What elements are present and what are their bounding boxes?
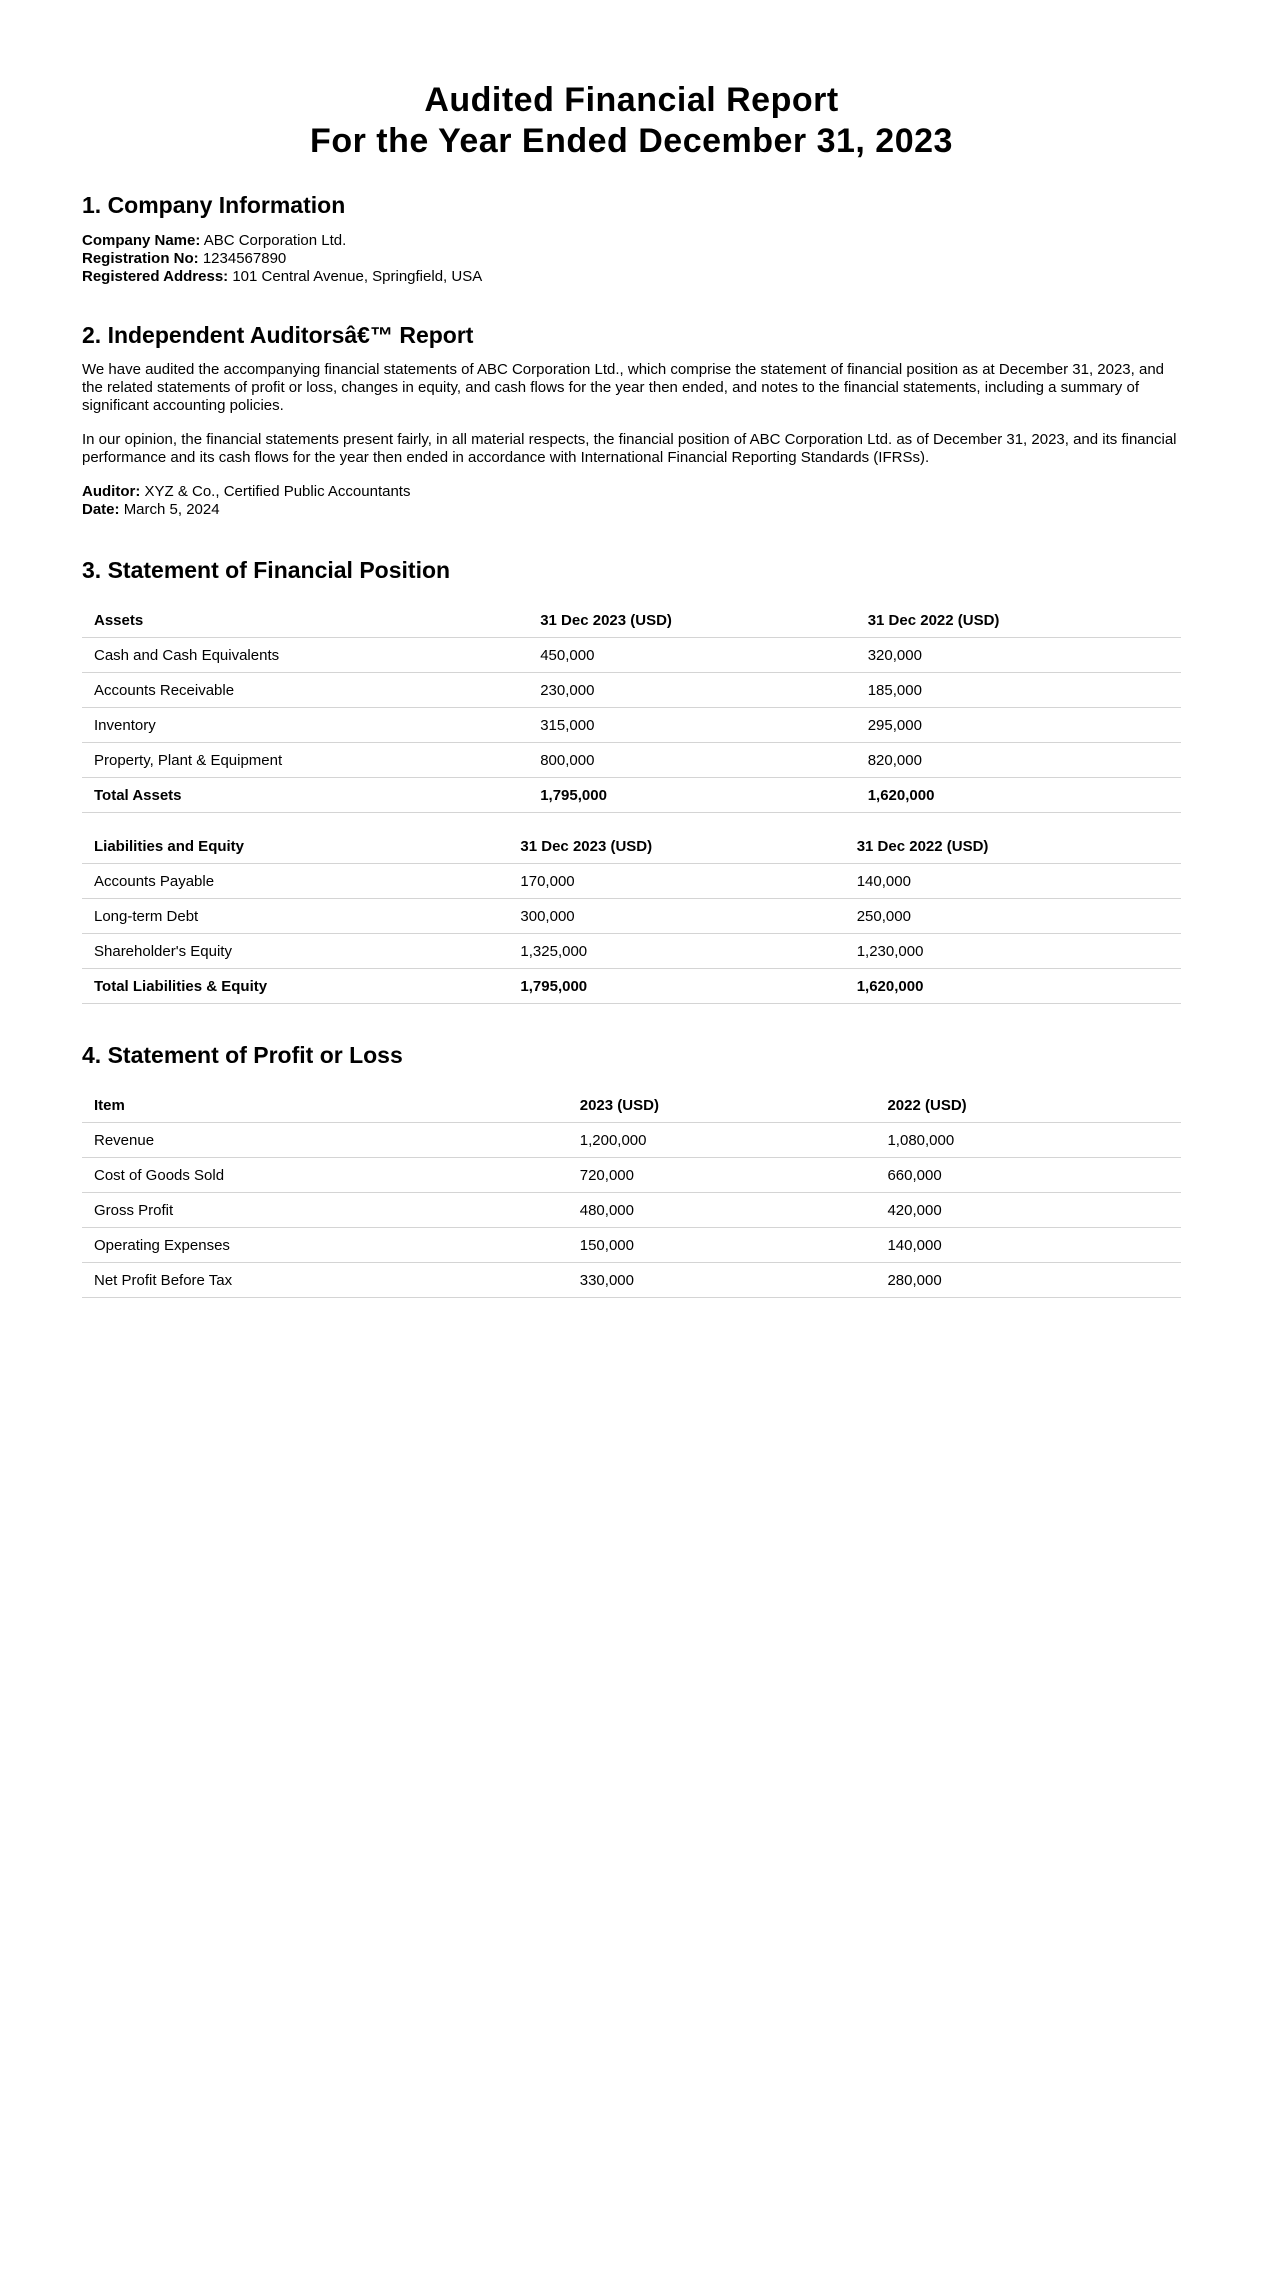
- company-name-value: ABC Corporation Ltd.: [203, 232, 347, 249]
- table-cell: Cost of Goods Sold: [82, 1158, 568, 1193]
- column-header: Assets: [82, 603, 528, 638]
- report-date-line: [82, 501, 1181, 519]
- table-cell: 820,000: [856, 743, 1181, 778]
- table-cell: 280,000: [875, 1263, 1181, 1298]
- company-information-section: [82, 191, 1181, 286]
- table-header-row: [82, 1088, 1181, 1123]
- table-cell: 150,000: [568, 1228, 876, 1263]
- table-cell: Property, Plant & Equipment: [82, 743, 528, 778]
- table-cell: 140,000: [845, 864, 1181, 899]
- table-cell: 185,000: [856, 673, 1181, 708]
- table-cell: 720,000: [568, 1158, 876, 1193]
- total-cell: 1,795,000: [508, 969, 844, 1004]
- table-cell: 1,325,000: [508, 934, 844, 969]
- table-cell: 1,080,000: [875, 1123, 1181, 1158]
- auditor-report-section: [82, 321, 1181, 519]
- registered-address-line: [82, 268, 1181, 286]
- report-title-line-1: Audited Financial Report: [424, 81, 839, 119]
- financial-position-heading: 3. Statement of Financial Position: [82, 557, 451, 583]
- table-row: [82, 1193, 1181, 1228]
- profit-loss-table: [82, 1088, 1181, 1298]
- table-cell: 320,000: [856, 638, 1181, 673]
- report-date-label: Date:: [82, 501, 120, 518]
- financial-position-section: [82, 556, 1181, 1004]
- table-cell: Inventory: [82, 708, 528, 743]
- total-label: Total Assets: [82, 778, 528, 813]
- table-cell: Accounts Receivable: [82, 673, 528, 708]
- liabilities-equity-table: [82, 829, 1181, 1004]
- auditor-opinion-paragraph: In our opinion, the financial statements present fairly, in all material respects, the financial position of ABC Corporation Ltd. as of December 31, 2023, and its financial performance and its cash flows for the year then ended in accordance with International Financial Reporting Standards (IFRSs).: [82, 431, 1177, 466]
- table-cell: 170,000: [508, 864, 844, 899]
- table-cell: Shareholder's Equity: [82, 934, 508, 969]
- profit-loss-section: [82, 1041, 1181, 1298]
- table-row: [82, 1158, 1181, 1193]
- profit-loss-heading: 4. Statement of Profit or Loss: [82, 1042, 403, 1068]
- table-row: [82, 638, 1181, 673]
- total-row: [82, 778, 1181, 813]
- assets-table: [82, 603, 1181, 813]
- column-header: Item: [82, 1088, 568, 1123]
- table-cell: Long-term Debt: [82, 899, 508, 934]
- column-header: Liabilities and Equity: [82, 829, 508, 864]
- auditor-value: XYZ & Co., Certified Public Accountants: [144, 483, 411, 500]
- table-cell: 295,000: [856, 708, 1181, 743]
- total-label: Total Liabilities & Equity: [82, 969, 508, 1004]
- auditor-signature-block: [82, 483, 1181, 519]
- table-row: [82, 864, 1181, 899]
- column-header: 31 Dec 2023 (USD): [508, 829, 844, 864]
- table-cell: 330,000: [568, 1263, 876, 1298]
- table-cell: 450,000: [528, 638, 856, 673]
- table-cell: 1,200,000: [568, 1123, 876, 1158]
- table-cell: 660,000: [875, 1158, 1181, 1193]
- table-cell: 420,000: [875, 1193, 1181, 1228]
- total-cell: 1,620,000: [845, 969, 1181, 1004]
- company-name-line: [82, 232, 1181, 250]
- table-cell: Accounts Payable: [82, 864, 508, 899]
- table-cell: 1,230,000: [845, 934, 1181, 969]
- total-row: [82, 969, 1181, 1004]
- report-title: [82, 80, 1181, 162]
- table-cell: 230,000: [528, 673, 856, 708]
- registration-number-line: [82, 250, 1181, 268]
- table-cell: Net Profit Before Tax: [82, 1263, 568, 1298]
- table-cell: 315,000: [528, 708, 856, 743]
- table-cell: Revenue: [82, 1123, 568, 1158]
- table-row: [82, 743, 1181, 778]
- table-header-row: [82, 603, 1181, 638]
- company-name-label: Company Name:: [82, 232, 201, 249]
- column-header: 31 Dec 2023 (USD): [528, 603, 856, 638]
- registration-number-value: 1234567890: [202, 250, 287, 267]
- company-information-heading: 1. Company Information: [82, 192, 346, 218]
- table-header-row: [82, 829, 1181, 864]
- table-cell: Gross Profit: [82, 1193, 568, 1228]
- registered-address-value: 101 Central Avenue, Springfield, USA: [232, 268, 483, 285]
- table-cell: 140,000: [875, 1228, 1181, 1263]
- total-cell: 1,620,000: [856, 778, 1181, 813]
- table-row: [82, 1263, 1181, 1298]
- table-row: [82, 934, 1181, 969]
- report-title-line-2: For the Year Ended December 31, 2023: [310, 122, 953, 160]
- table-cell: 300,000: [508, 899, 844, 934]
- report-date-value: March 5, 2024: [123, 501, 220, 518]
- auditor-line: [82, 483, 1181, 501]
- table-row: [82, 673, 1181, 708]
- registration-number-label: Registration No:: [82, 250, 199, 267]
- table-cell: 480,000: [568, 1193, 876, 1228]
- table-cell: Operating Expenses: [82, 1228, 568, 1263]
- auditor-scope-paragraph: We have audited the accompanying financial statements of ABC Corporation Ltd., which comprise the statement of financial position as at December 31, 2023, and the related statements of profit or loss, changes in equity, and cash flows for the year then ended, and notes to the financial statements, including a summary of significant accounting policies.: [82, 361, 1165, 414]
- table-row: [82, 1123, 1181, 1158]
- table-row: [82, 899, 1181, 934]
- column-header: 2023 (USD): [568, 1088, 876, 1123]
- auditor-label: Auditor:: [82, 483, 141, 500]
- table-cell: Cash and Cash Equivalents: [82, 638, 528, 673]
- total-cell: 1,795,000: [528, 778, 856, 813]
- table-row: [82, 708, 1181, 743]
- column-header: 31 Dec 2022 (USD): [845, 829, 1181, 864]
- company-details: [82, 232, 1181, 286]
- registered-address-label: Registered Address:: [82, 268, 229, 285]
- column-header: 31 Dec 2022 (USD): [856, 603, 1181, 638]
- auditor-report-heading: 2. Independent Auditorsâ€™ Report: [82, 322, 474, 348]
- column-header: 2022 (USD): [875, 1088, 1181, 1123]
- table-row: [82, 1228, 1181, 1263]
- table-cell: 800,000: [528, 743, 856, 778]
- table-cell: 250,000: [845, 899, 1181, 934]
